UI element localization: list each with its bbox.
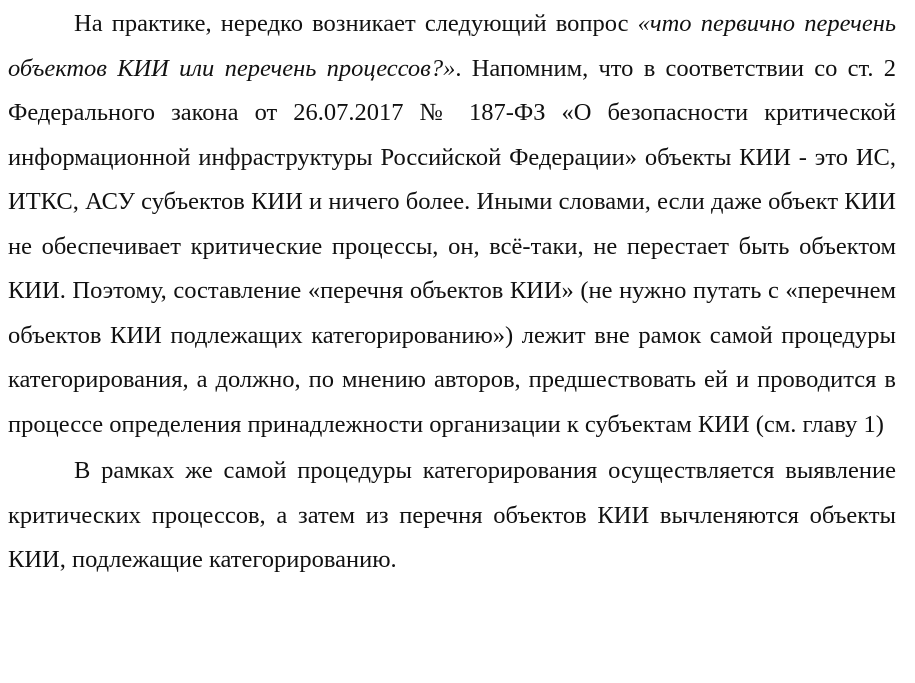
paragraph-1-intro: На практике, нередко возникает следующий вопрос: [74, 10, 638, 37]
paragraph-1-body: . Напомним, что в соответствии со ст. 2 Федерального закона от 26.07.2017 № 187-ФЗ «О безопасности критической информационной инфраструктуры Российской Федерации» объекты КИИ - это ИС, ИТКС, АСУ субъектов КИИ и ничего более. Иными словами, если даже объект КИИ не обеспечивает критические процессы, он, всё-таки, не перестает быть объектом КИИ. Поэтому, составление «перечня объектов КИИ» (не нужно путать с «перечнем объектов КИИ подлежащих категорированию») лежит вне рамок самой процедуры категорирования, а должно, по мнению авторов, предшествовать ей и проводится в процессе определения принадлежности организации к субъектам КИИ (см. главу 1): [8, 54, 896, 438]
document-page: [8, 2, 896, 583]
paragraph-1: [8, 2, 896, 447]
paragraph-2: [8, 449, 896, 583]
paragraph-2-text: В рамках же самой процедуры категорирования осуществляется выявление критических процессов, а затем из перечня объектов КИИ вычленяются объекты КИИ, подлежащие категорированию.: [8, 457, 896, 573]
paragraph-1-italic-question: «что первично перечень объектов КИИ или перечень процессов?»: [8, 10, 896, 82]
